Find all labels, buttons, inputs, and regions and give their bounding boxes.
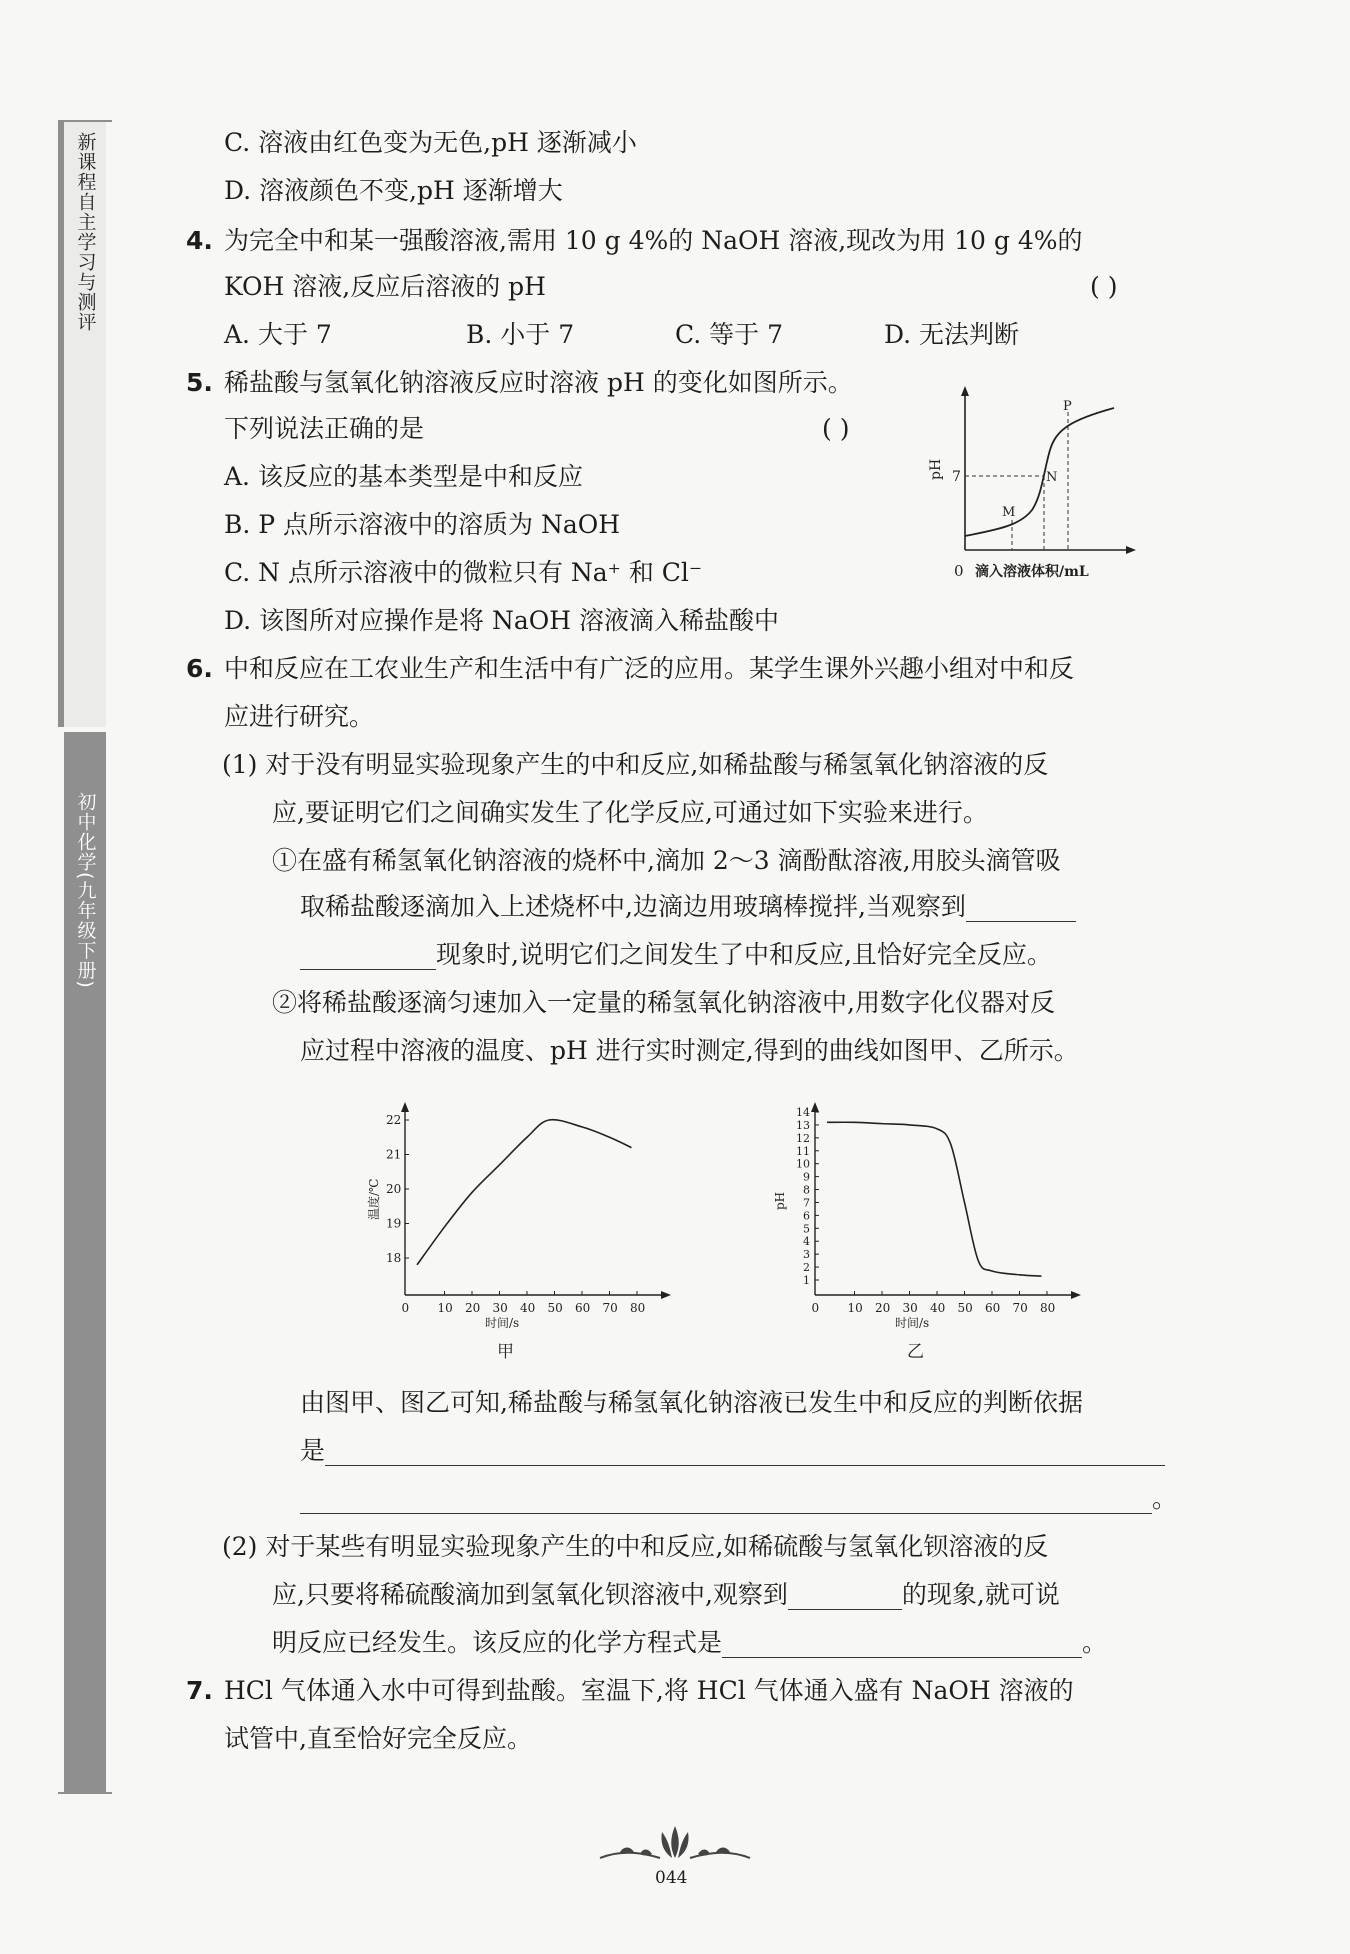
q3-option-d: D. 溶液颜色不变,pH 逐渐增大 (224, 176, 563, 205)
q6-step1-blank-a[interactable] (966, 897, 1076, 922)
q5-option-d: D. 该图所对应操作是将 NaOH 溶液滴入稀盐酸中 (224, 606, 780, 635)
q6-part1-step2-line1: ②将稀盐酸逐滴匀速加入一定量的稀氢氧化钠溶液中,用数字化仪器对反 (272, 988, 1055, 1017)
yi-series-line (827, 1122, 1042, 1276)
q6-conclusion-shi: 是 (300, 1436, 326, 1465)
yi-x-tick-label: 40 (930, 1301, 946, 1315)
q6-part2-line3 (272, 1628, 1107, 1658)
yi-x-tick-label: 70 (1012, 1301, 1028, 1315)
jia-y-label: 温度/℃ (367, 1178, 381, 1220)
jia-x-tick-label: 0 (401, 1301, 410, 1315)
q5-option-c: C. N 点所示溶液中的微粒只有 Na⁺ 和 Cl⁻ (224, 558, 703, 587)
q5-text-line2: 下列说法正确的是 (224, 414, 425, 443)
q4-text-line1: 为完全中和某一强酸溶液,需用 10 g 4%的 NaOH 溶液,现改为用 10 g 4%的 (224, 226, 1083, 255)
q5-y-arrow (961, 386, 969, 396)
q5-option-b: B. P 点所示溶液中的溶质为 NaOH (224, 510, 621, 539)
yi-y-tick-label: 9 (803, 1170, 810, 1184)
q6-part1-step1-line2 (300, 892, 1076, 922)
jia-y-tick-label: 18 (386, 1251, 402, 1265)
yi-y-tick-label: 6 (803, 1209, 810, 1223)
jia-y-tick-label: 20 (386, 1182, 402, 1196)
q5-y-tick-7: 7 (952, 469, 961, 485)
jia-x-tick-label: 50 (547, 1301, 563, 1315)
yi-y-tick-label: 7 (803, 1196, 810, 1210)
jia-x-tick-label: 40 (520, 1301, 536, 1315)
yi-x-tick-label: 0 (811, 1301, 820, 1315)
yi-y-tick-label: 4 (803, 1235, 810, 1249)
footer-ornament (590, 1818, 760, 1868)
chart-jia-temperature (360, 1090, 710, 1360)
q5-ph-curve (965, 408, 1114, 536)
q6-part2-period: 。 (1082, 1628, 1108, 1657)
q4-number: 4. (186, 226, 213, 255)
yi-y-tick-label: 2 (803, 1261, 810, 1275)
sidebar-subject: 初中化学(九年级下册) (74, 792, 97, 989)
q6-part1-step1-line1: ①在盛有稀氢氧化钠溶液的烧杯中,滴加 2～3 滴酚酞溶液,用胶头滴管吸 (272, 846, 1061, 875)
yi-y-tick-label: 14 (796, 1106, 810, 1119)
jia-x-tick-label: 70 (602, 1301, 618, 1315)
yi-x-tick-label: 60 (985, 1301, 1001, 1315)
q5-text-line1: 稀盐酸与氢氧化钠溶液反应时溶液 pH 的变化如图所示。 (224, 368, 853, 397)
yi-y-tick-label: 10 (796, 1157, 810, 1171)
yi-x-arrow (1071, 1291, 1081, 1299)
jia-x-tick-label: 10 (437, 1301, 453, 1315)
jia-y-arrow (401, 1102, 409, 1112)
q4-option-b: B. 小于 7 (466, 320, 575, 349)
yi-y-tick-label: 11 (796, 1144, 810, 1158)
q6-number: 6. (186, 654, 213, 683)
sidebar-book-title: 新课程自主学习与测评 (74, 132, 97, 332)
jia-x-label: 时间/s (485, 1316, 520, 1330)
q6-part1-step2-line2: 应过程中溶液的温度、pH 进行实时测定,得到的曲线如图甲、乙所示。 (300, 1036, 1079, 1065)
q6-part1-conclusion-line2 (300, 1436, 1165, 1466)
chart-yi-ph (770, 1090, 1120, 1360)
q7-number: 7. (186, 1676, 213, 1705)
q5-y-label: pH (928, 458, 944, 480)
q4-text-line2: KOH 溶液,反应后溶液的 pH (224, 272, 546, 301)
jia-x-tick-label: 60 (575, 1301, 591, 1315)
yi-y-tick-label: 13 (796, 1118, 810, 1132)
yi-y-tick-label: 3 (803, 1248, 810, 1262)
sidebar-book-title-tab (58, 122, 106, 727)
q6-text-line2: 应进行研究。 (224, 702, 375, 731)
q6-part2-blank-equation[interactable] (722, 1633, 1082, 1658)
q5-point-m: M (1002, 505, 1016, 520)
yi-y-tick-label: 12 (796, 1131, 810, 1145)
jia-series-line (417, 1120, 632, 1265)
q6-part1-conclusion-line1: 由图甲、图乙可知,稀盐酸与稀氢氧化钠溶液已发生中和反应的判断依据 (300, 1388, 1083, 1417)
jia-x-tick-label: 30 (492, 1301, 508, 1315)
q6-part1-step1-line3 (300, 940, 1052, 970)
q3-option-c: C. 溶液由红色变为无色,pH 逐渐减小 (224, 128, 637, 157)
q6-step1-text: 取稀盐酸逐滴加入上述烧杯中,边滴边用玻璃棒搅拌,当观察到 (300, 892, 966, 921)
jia-caption: 甲 (497, 1342, 514, 1360)
q6-conclusion-blank-a[interactable] (325, 1441, 1165, 1466)
yi-x-tick-label: 20 (875, 1301, 891, 1315)
q5-point-n: N (1046, 470, 1058, 485)
page-number: 044 (655, 1868, 688, 1888)
q6-part2-text-post: 的现象,就可说 (901, 1580, 1060, 1609)
yi-y-tick-label: 5 (803, 1222, 810, 1236)
q4-answer-paren: ( ) (1090, 272, 1118, 301)
yi-x-tick-label: 50 (957, 1301, 973, 1315)
yi-x-tick-label: 30 (902, 1301, 918, 1315)
q5-origin-label: 0 (954, 562, 964, 580)
yi-y-tick-label: 1 (803, 1274, 810, 1287)
q5-x-arrow (1126, 546, 1136, 554)
sidebar-bottom-rule (58, 1792, 112, 1794)
jia-x-arrow (661, 1291, 671, 1299)
q6-step1-text-end: 现象时,说明它们之间发生了中和反应,且恰好完全反应。 (436, 940, 1052, 969)
q6-conclusion-blank-b[interactable] (300, 1489, 1152, 1514)
jia-y-tick-label: 19 (386, 1216, 402, 1231)
q7-text-line2: 试管中,直至恰好完全反应。 (224, 1724, 532, 1753)
q6-step1-blank-b[interactable] (300, 945, 436, 970)
q6-text-line1: 中和反应在工农业生产和生活中有广泛的应用。某学生课外兴趣小组对中和反 (224, 654, 1075, 683)
sidebar-subject-tab (64, 732, 106, 1794)
q5-number: 5. (186, 368, 213, 397)
q6-part1-line2: 应,要证明它们之间确实发生了化学反应,可通过如下实验来进行。 (272, 798, 988, 827)
jia-y-tick-label: 21 (386, 1147, 402, 1162)
yi-x-tick-label: 10 (847, 1301, 863, 1315)
q6-part1-line1: (1) 对于没有明显实验现象产生的中和反应,如稀盐酸与稀氢氧化钠溶液的反 (222, 750, 1049, 779)
q4-option-a: A. 大于 7 (224, 320, 332, 349)
q6-part2-line1: (2) 对于某些有明显实验现象产生的中和反应,如稀硫酸与氢氧化钡溶液的反 (222, 1532, 1049, 1561)
q4-option-d: D. 无法判断 (884, 320, 1020, 349)
yi-x-tick-label: 80 (1040, 1301, 1056, 1315)
yi-y-arrow (811, 1102, 819, 1112)
q6-part1-conclusion-line3 (300, 1484, 1177, 1514)
q6-part2-line2 (272, 1580, 1060, 1610)
q6-part2-text-pre: 应,只要将稀硫酸滴加到氢氧化钡溶液中,观察到 (272, 1580, 788, 1609)
yi-y-label: pH (773, 1191, 787, 1210)
jia-y-tick-label: 22 (386, 1113, 402, 1127)
yi-y-tick-label: 8 (803, 1183, 810, 1197)
q5-x-label: 滴入溶液体积/mL (975, 564, 1089, 580)
q6-part2-blank-observe[interactable] (788, 1585, 902, 1610)
jia-x-tick-label: 20 (465, 1301, 481, 1315)
q5-point-p: P (1063, 399, 1072, 414)
q6-part2-equation-text: 明反应已经发生。该反应的化学方程式是 (272, 1628, 723, 1657)
q7-text-line1: HCl 气体通入水中可得到盐酸。室温下,将 HCl 气体通入盛有 NaOH 溶液的 (224, 1676, 1074, 1705)
yi-caption: 乙 (907, 1342, 924, 1360)
q5-answer-paren: ( ) (822, 414, 850, 443)
jia-x-tick-label: 80 (630, 1301, 646, 1315)
q6-conclusion-period: 。 (1152, 1484, 1178, 1513)
q4-option-c: C. 等于 7 (675, 320, 783, 349)
q5-ph-curve-figure (920, 380, 1160, 590)
yi-x-label: 时间/s (895, 1316, 930, 1330)
q5-option-a: A. 该反应的基本类型是中和反应 (224, 462, 583, 491)
